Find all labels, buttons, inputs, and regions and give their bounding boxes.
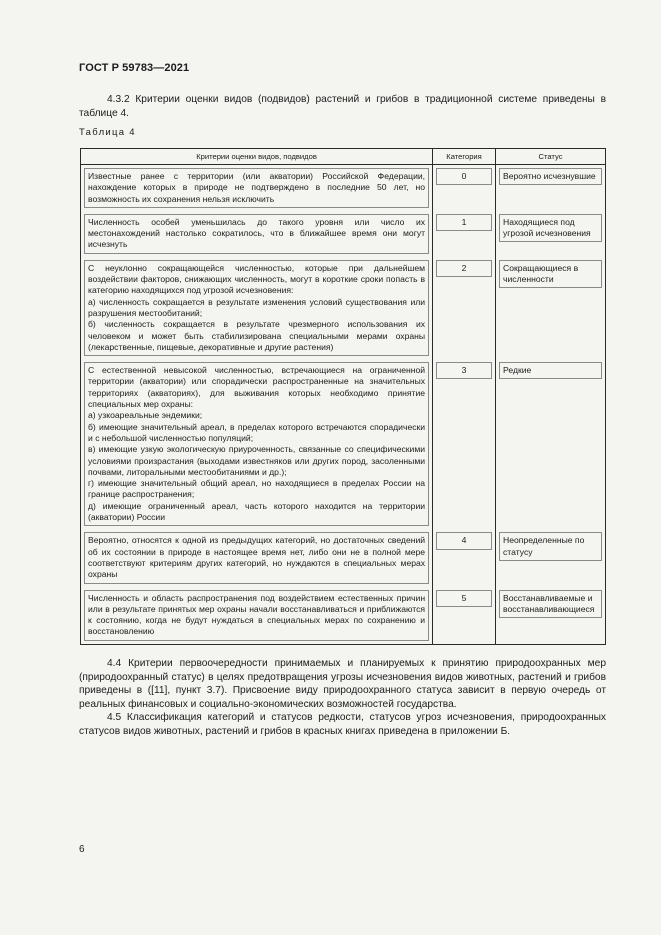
table-row xyxy=(81,257,606,359)
row-criteria: Численность особей уменьшилась до такого уровня или число их местонахождений настолько сократилось, что в ближайшее время они могут исчезнуть xyxy=(84,214,429,254)
table-caption: Таблица 4 xyxy=(79,127,136,138)
row-category: 4 xyxy=(436,532,492,549)
table-row xyxy=(81,211,606,257)
row-status: Восстанавливаемые и восстанавливающиеся xyxy=(499,590,602,619)
row-category: 5 xyxy=(436,590,492,607)
row-criteria: Вероятно, относятся к одной из предыдущих категорий, но достаточных сведений об их состоянии в природе в настоящее время нет, либо они не в полной мере соответствуют критериям других категорий, но нуждаются в специальных мерах охраны xyxy=(84,532,429,583)
header-status: Статус xyxy=(496,149,606,165)
row-category: 0 xyxy=(436,168,492,185)
row-criteria: Известные ранее с территории (или акватории) Российской Федерации, нахождение которых в природе не подтверждено в последние 50 лет, но возможность их сохранения нельзя исключить xyxy=(84,168,429,208)
row-criteria: С неуклонно сокращающейся численностью, которые при дальнейшем воздействии факторов, снижающих численность, могут в короткие сроки попасть в категорию находящихся под угрозой исчезновения: а) численность сокращается в результате изменения условий существования или разрушения местообитаний; б) численность сокращается в результате чрезмерного использования их человеком и может быть стабилизирована специальными мерами охраны (лекарственные, пищевые, декоративные и другие растения) xyxy=(84,260,429,356)
page-number: 6 xyxy=(79,844,85,855)
row-status: Находящиеся под угрозой исчезновения xyxy=(499,214,602,243)
row-criteria: С естественной невысокой численностью, встречающиеся на ограниченной территории (акватории) или спорадически распространенные на значительных территориях (акваториях), для выживания которых необходимо принятие специальных мер охраны: а) узкоареальные эндемики; б) имеющие значительный ареал, в пределах которого встречаются спорадически и с небольшой численностью популяций; в) имеющие узкую экологическую приуроченность, связанные со специфическими условиями произрастания (выходами известняков или других пород, засоленными почвами, литоральными местообитаниями и др.); г) имеющие значительный общий ареал, но находящиеся в пределах России на границе распространения; д) имеющие ограниченный ареал, часть которого находится на территории (акватории) России xyxy=(84,362,429,526)
header-criteria: Критерии оценки видов, подвидов xyxy=(81,149,433,165)
intro-paragraph: 4.3.2 Критерии оценки видов (подвидов) растений и грибов в традиционной системе приведены в таблице 4. xyxy=(79,94,606,119)
paragraph-4-4: 4.4 Критерии первоочередности принимаемых и планируемых к принятию природоохранных мер (природоохранный статус) в целях предотвращения угрозы исчезновения видов животных, растений и грибов приведены в ([11], пункт 3.7). Присвоение виду природоохранного статуса зависит в первую очередь от реальных финансовых и социально-экономических возможностей государства. xyxy=(79,658,606,710)
document-code: ГОСТ Р 59783—2021 xyxy=(79,62,190,74)
row-status: Сокращающиеся в численности xyxy=(499,260,602,289)
table-row xyxy=(81,529,606,586)
row-criteria: Численность и область распространения под воздействием естественных причин или в результате принятых мер охраны начали восстанавливаться и приближаются к состоянию, когда не будут нуждаться в специальных мерах по сохранению и восстановлению xyxy=(84,590,429,641)
row-category: 2 xyxy=(436,260,492,277)
row-status: Неопределенные по статусу xyxy=(499,532,602,561)
table-header-row xyxy=(81,149,606,165)
table-row xyxy=(81,587,606,645)
row-status: Редкие xyxy=(499,362,602,379)
row-category: 1 xyxy=(436,214,492,231)
criteria-table xyxy=(80,148,606,645)
row-status: Вероятно исчезнувшие xyxy=(499,168,602,185)
row-category: 3 xyxy=(436,362,492,379)
header-category: Категория xyxy=(433,149,496,165)
paragraph-4-5: 4.5 Классификация категорий и статусов редкости, статусов угроз исчезновения, природоохранных статусов видов животных, растений и грибов в красных книгах приведена в приложении Б. xyxy=(79,712,606,737)
table-row xyxy=(81,165,606,211)
table-row xyxy=(81,359,606,529)
